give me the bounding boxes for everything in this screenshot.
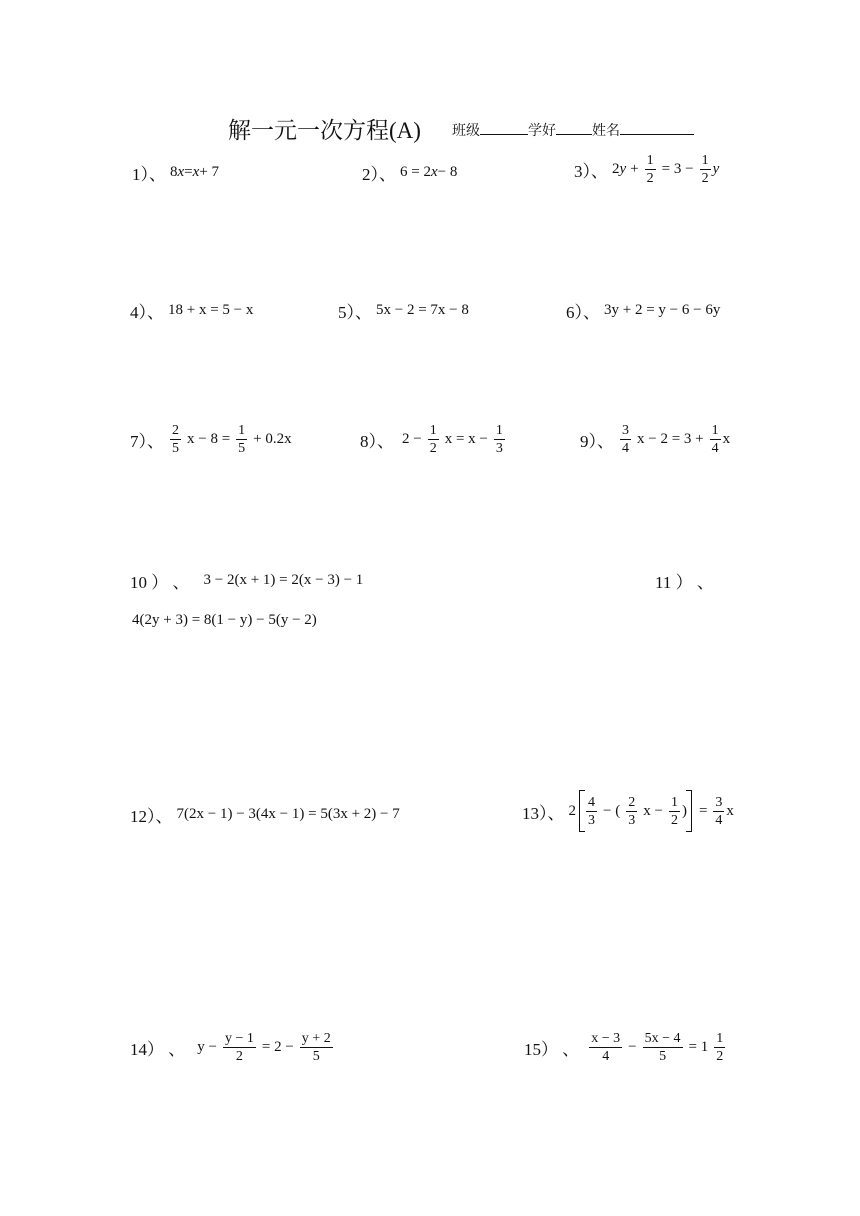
problem-2 <box>362 160 457 185</box>
equation: 2 − $\frac{1}{2}$ x = x − $\frac{1}{3}$ <box>402 423 503 456</box>
fraction: $\frac{1}{5}$ <box>238 423 246 456</box>
fraction: $\frac{4}{3}$ <box>588 794 595 828</box>
fraction: $\frac{3}{4}$ <box>622 423 629 456</box>
fraction: $\frac{2}{5}$ <box>172 423 179 456</box>
fraction: $\frac{y + 2}{5}$ <box>301 1031 331 1064</box>
problem-number: 10 ） 、 <box>130 573 190 592</box>
school-blank[interactable] <box>556 120 592 135</box>
problem-number: 13）、 <box>522 803 565 823</box>
problem-4 <box>130 298 253 323</box>
equation: 3y + 2 = y − 6 − 6y <box>604 302 721 318</box>
name-label: 姓名 <box>592 124 620 139</box>
fraction: $\frac{1}{4}$ <box>711 423 719 456</box>
fraction: $\frac{1}{2}$ <box>701 153 709 186</box>
problem-7 <box>130 422 296 457</box>
fraction: $\frac{y - 1}{2}$ <box>224 1031 254 1064</box>
problem-number: 9）、 <box>580 432 614 451</box>
problem-number: 6）、 <box>566 303 600 322</box>
equation: 4(2y + 3) = 8(1 − y) − 5(y − 2) <box>132 612 317 628</box>
problem-6 <box>566 298 720 323</box>
problem-9 <box>580 422 730 457</box>
square-bracket: $\frac{4}{3}$ − ( $\frac{2}{3}$ x − $\frac{1}{2}$ ) <box>579 790 692 832</box>
problem-number: 7）、 <box>130 432 164 451</box>
problem-15 <box>524 1030 727 1065</box>
problem-number: 15） 、 <box>524 1040 580 1059</box>
problem-12 <box>130 802 400 827</box>
fraction: $\frac{x - 3}{4}$ <box>591 1031 621 1064</box>
page-title: 解一元一次方程(A) <box>228 118 421 143</box>
equation: 3 − 2(x + 1) = 2(x − 3) − 1 <box>203 572 364 588</box>
problem-8 <box>360 422 507 457</box>
equation: 2 $\frac{4}{3}$ − ( $\frac{2}{3}$ x − $\frac{1}{2}$ ) = $\frac{3}{4}$ x <box>569 790 734 832</box>
equation: $\frac{2}{5}$ x − 8 = $\frac{1}{5}$ + 0.2x <box>172 423 292 456</box>
fraction: $\frac{1}{2}$ <box>670 794 678 828</box>
name-blank[interactable] <box>620 120 694 135</box>
fraction: $\frac{2}{3}$ <box>628 794 636 828</box>
fraction: $\frac{1}{2}$ <box>716 1031 724 1064</box>
fraction: $\frac{5x - 4}{5}$ <box>644 1031 681 1064</box>
fraction: $\frac{1}{2}$ <box>429 423 437 456</box>
problem-13 <box>522 790 734 832</box>
student-info-fields <box>452 120 694 140</box>
equation: 18 + x = 5 − x <box>168 302 254 318</box>
problem-number: 12）、 <box>130 807 173 826</box>
problem-number: 2）、 <box>362 165 396 184</box>
equation: $\frac{x - 3}{4}$ − $\frac{5x - 4}{5}$ = 1 $\frac{1}{2}$ <box>591 1031 724 1064</box>
problem-number: 11 ） 、 <box>655 573 714 592</box>
problem-14 <box>130 1030 335 1065</box>
fraction: $\frac{1}{2}$ <box>646 153 654 186</box>
problem-11 <box>655 568 718 593</box>
fraction: $\frac{1}{3}$ <box>495 423 503 456</box>
equation: 7(2x − 1) − 3(4x − 1) = 5(3x + 2) − 7 <box>176 806 400 822</box>
fraction: $\frac{3}{4}$ <box>715 794 723 828</box>
problem-number: 4）、 <box>130 303 164 322</box>
school-label: 学好 <box>528 124 556 139</box>
class-label: 班级 <box>452 124 480 139</box>
problem-10 <box>130 568 363 593</box>
problem-number: 14） 、 <box>130 1040 186 1059</box>
problem-number: 3）、 <box>574 162 608 181</box>
equation: 2 y + $\frac{1}{2}$ = 3 − $\frac{1}{2}$ y <box>612 153 720 186</box>
problem-11-equation <box>132 612 317 629</box>
equation: 8 x = x + 7 <box>170 164 220 180</box>
problem-number: 8）、 <box>360 432 394 451</box>
class-blank[interactable] <box>480 120 528 135</box>
problem-5 <box>338 298 469 323</box>
equation: 5x − 2 = 7x − 8 <box>376 302 469 318</box>
equation: y − $\frac{y - 1}{2}$ = 2 − $\frac{y + 2}{5}$ <box>197 1031 331 1064</box>
problem-number: 1）、 <box>132 165 166 184</box>
equation: 6 = 2 x − 8 <box>400 164 458 180</box>
problem-3 <box>574 152 719 187</box>
equation: $\frac{3}{4}$ x − 2 = 3 + $\frac{1}{4}$ x <box>622 423 731 456</box>
problem-1 <box>132 160 219 185</box>
problem-number: 5）、 <box>338 303 372 322</box>
